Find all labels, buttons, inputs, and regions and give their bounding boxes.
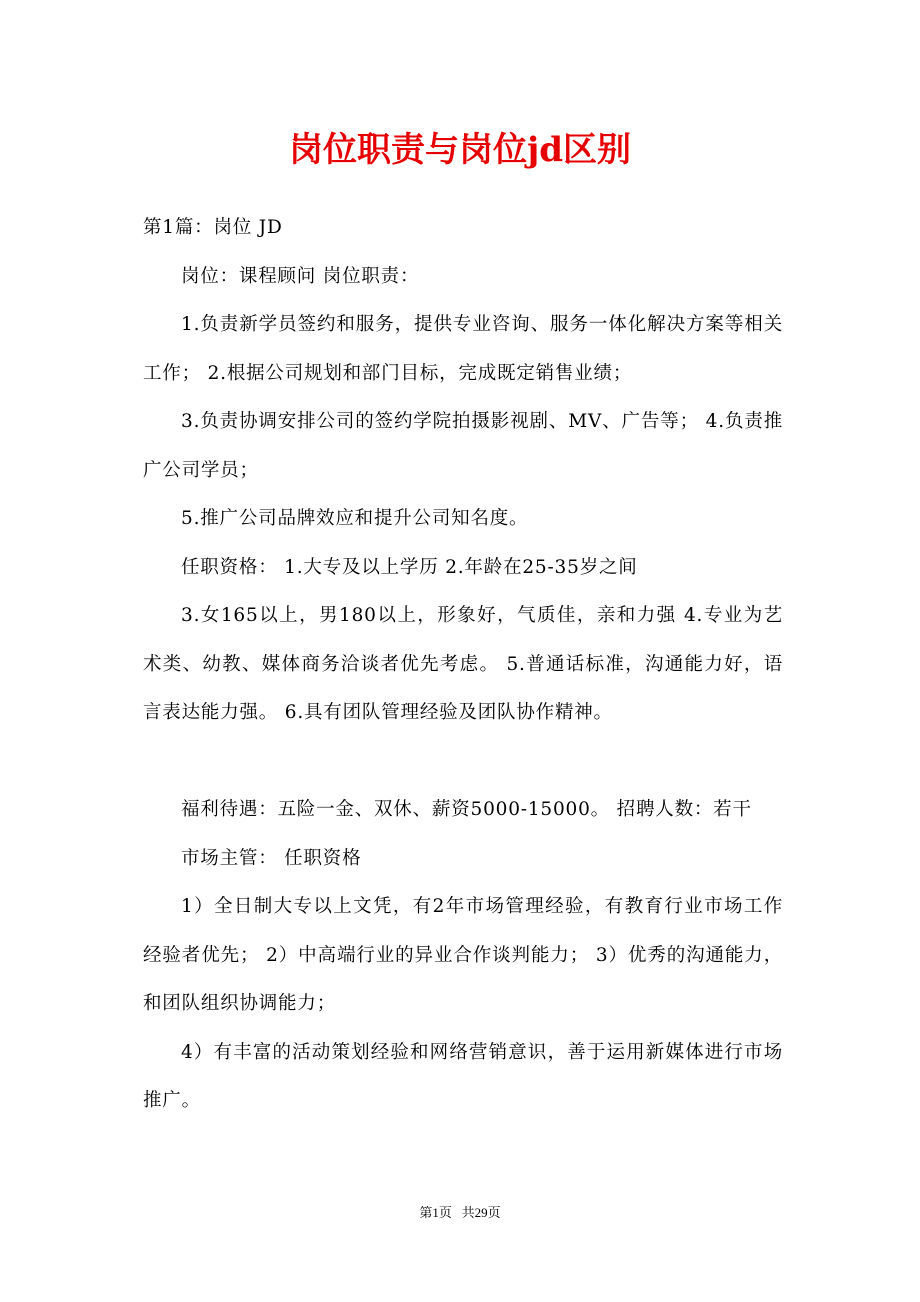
paragraph: 岗位：课程顾问 岗位职责： (181, 265, 420, 287)
blank-line (143, 738, 783, 787)
paragraph: 1）全日制大专以上文凭，有2年市场管理经验，有教育行业市场工作经验者优先； 2）中高端行业的异业合作谈判能力； 3）优秀的沟通能力，和团队组织协调能力； (143, 896, 783, 1014)
document-body (143, 204, 783, 1126)
page-number: 第1页 (419, 1205, 452, 1220)
page-footer (0, 1203, 920, 1223)
paragraph: 1.负责新学员签约和服务，提供专业咨询、服务一体化解决方案等相关工作； 2.根据公司规划和部门目标，完成既定销售业绩； (143, 314, 783, 384)
paragraph: 3.负责协调安排公司的签约学院拍摄影视剧、MV、广告等； 4.负责推广公司学员； (143, 411, 783, 481)
document-title: 岗位职责与岗位jd区别 (288, 130, 632, 170)
paragraph: 4）有丰富的活动策划经验和网络营销意识，善于运用新媒体进行市场推广。 (143, 1041, 783, 1111)
paragraph: 市场主管： 任职资格 (181, 847, 362, 869)
paragraph: 任职资格： 1.大专及以上学历 2.年龄在25-35岁之间 (181, 556, 638, 578)
paragraph: 3.女165以上，男180以上，形象好，气质佳，亲和力强 4.专业为艺术类、幼教、媒体商务洽谈者优先考虑。 5.普通话标准，沟通能力好，语言表达能力强。 6.具有团队管理经验及团队协作精神。 (143, 605, 783, 723)
paragraph: 福利待遇：五险一金、双休、薪资5000-15000。 招聘人数：若干 (181, 799, 752, 820)
section-heading: 第1篇：岗位 JD (143, 217, 283, 238)
page-total: 共29页 (461, 1205, 501, 1220)
paragraph: 5.推广公司品牌效应和提升公司知名度。 (181, 508, 529, 529)
